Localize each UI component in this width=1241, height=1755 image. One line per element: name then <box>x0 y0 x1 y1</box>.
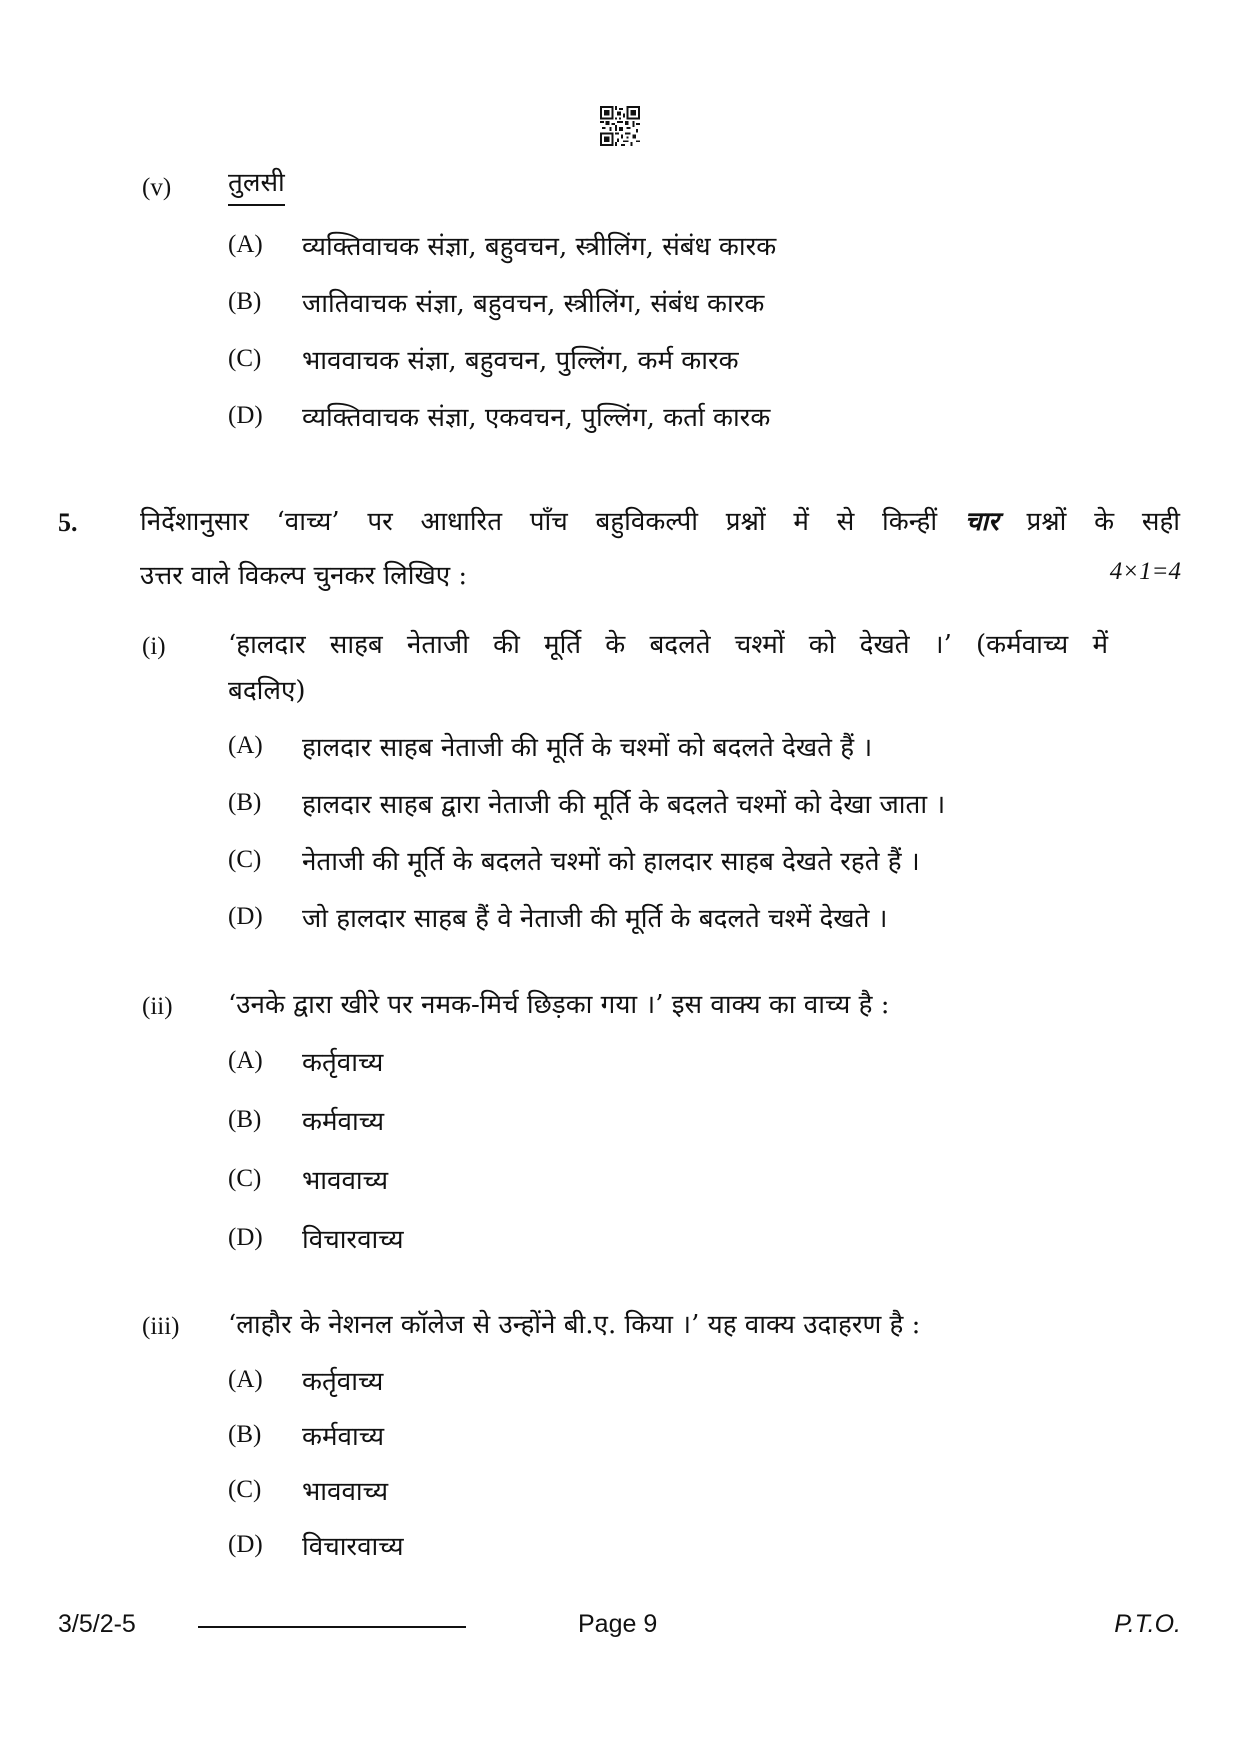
option-text: हालदार साहब नेताजी की मूर्ति के चश्मों को बदलते देखते हैं । <box>302 733 873 763</box>
option-text: भाववाच्य <box>302 1477 389 1507</box>
instruction-emphasis: चार <box>964 507 999 537</box>
qr-code-icon <box>600 106 640 146</box>
option-text: हालदार साहब द्वारा नेताजी की मूर्ति के बदलते चश्मों को देखा जाता । <box>302 790 946 820</box>
option-text: कर्मवाच्य <box>302 1422 385 1452</box>
option-label: (A) <box>228 1047 263 1074</box>
subquestion-number: (iii) <box>142 1313 180 1340</box>
instruction-text: निर्देशानुसार ‘वाच्य’ पर आधारित पाँच बहुविकल्पी प्रश्नों में से किन्हीं <box>140 507 938 537</box>
option-row <box>228 1041 383 1081</box>
option-row <box>228 1100 384 1140</box>
option-text: विचारवाच्य <box>302 1225 404 1255</box>
option-row <box>228 225 776 265</box>
subquestion-number: (i) <box>142 633 166 660</box>
option-text: व्यक्तिवाचक संज्ञा, बहुवचन, स्त्रीलिंग, संबंध कारक <box>302 232 777 262</box>
subquestion-number: (ii) <box>142 993 173 1020</box>
option-row <box>228 282 764 322</box>
option-row <box>228 1218 404 1258</box>
option-row <box>228 339 739 379</box>
option-label: (C) <box>228 1165 262 1192</box>
pto-label: P.T.O. <box>1114 1610 1181 1638</box>
subquestion-text-line-2: बदलिए) <box>228 676 306 706</box>
option-label: (D) <box>228 402 263 429</box>
option-label: (D) <box>228 1531 263 1558</box>
option-text: कर्मवाच्य <box>302 1107 385 1137</box>
option-label: (C) <box>228 1476 262 1503</box>
marks-allocation: 4×1=4 <box>1109 558 1181 585</box>
option-label: (C) <box>228 846 262 873</box>
option-text: विचारवाच्य <box>302 1532 404 1562</box>
option-text: भाववाचक संज्ञा, बहुवचन, पुल्लिंग, कर्म कारक <box>302 346 739 376</box>
question-word <box>228 162 285 204</box>
option-label: (B) <box>228 1421 262 1448</box>
option-row <box>228 783 945 823</box>
paper-code: 3/5/2-5 <box>58 1610 136 1638</box>
question-number: 5. <box>58 508 78 537</box>
option-row <box>228 396 770 436</box>
option-label: (A) <box>228 1366 263 1393</box>
instruction-line-2: उत्तर वाले विकल्प चुनकर लिखिए : <box>140 561 468 591</box>
option-text: नेताजी की मूर्ति के बदलते चश्मों को हालदार साहब देखते रहते हैं । <box>302 847 920 877</box>
option-text: कर्तृवाच्य <box>302 1367 384 1397</box>
option-label: (A) <box>228 231 263 258</box>
underlined-word: तुलसी <box>228 168 285 206</box>
option-row <box>228 1415 384 1455</box>
option-row <box>228 1470 388 1510</box>
footer-divider <box>198 1626 466 1628</box>
option-row <box>228 1525 404 1565</box>
question-instruction <box>140 496 1180 548</box>
option-text: व्यक्तिवाचक संज्ञा, एकवचन, पुल्लिंग, कर्ता कारक <box>302 403 771 433</box>
option-label: (B) <box>228 789 262 816</box>
option-text: जातिवाचक संज्ञा, बहुवचन, स्त्रीलिंग, संबंध कारक <box>302 289 765 319</box>
option-text: कर्तृवाच्य <box>302 1048 384 1078</box>
page-number: Page 9 <box>578 1610 658 1638</box>
subquestion-text: ‘उनके द्वारा खीरे पर नमक-मिर्च छिड़का गया ।’ इस वाक्य का वाच्य है : <box>228 990 890 1020</box>
option-label: (C) <box>228 345 262 372</box>
option-text: जो हालदार साहब हैं वे नेताजी की मूर्ति के बदलते चश्में देखते । <box>302 904 888 934</box>
option-row <box>228 1159 388 1199</box>
instruction-text-end: प्रश्नों के सही <box>1026 507 1181 537</box>
option-text: भाववाच्य <box>302 1166 389 1196</box>
option-row <box>228 726 872 766</box>
option-label: (D) <box>228 903 263 930</box>
subquestion-text: ‘हालदार साहब नेताजी की मूर्ति के बदलते चश्मों को देखते ।’ (कर्मवाच्य में <box>228 630 1108 660</box>
option-label: (B) <box>228 288 262 315</box>
option-row <box>228 897 888 937</box>
subquestion-text: ‘लाहौर के नेशनल कॉलेज से उन्होंने बी.ए. किया ।’ यह वाक्य उदाहरण है : <box>228 1310 921 1340</box>
option-row <box>228 1360 383 1400</box>
subquestion-number: (v) <box>142 174 172 201</box>
option-label: (B) <box>228 1106 262 1133</box>
option-label: (D) <box>228 1224 263 1251</box>
option-label: (A) <box>228 732 263 759</box>
option-row <box>228 840 920 880</box>
